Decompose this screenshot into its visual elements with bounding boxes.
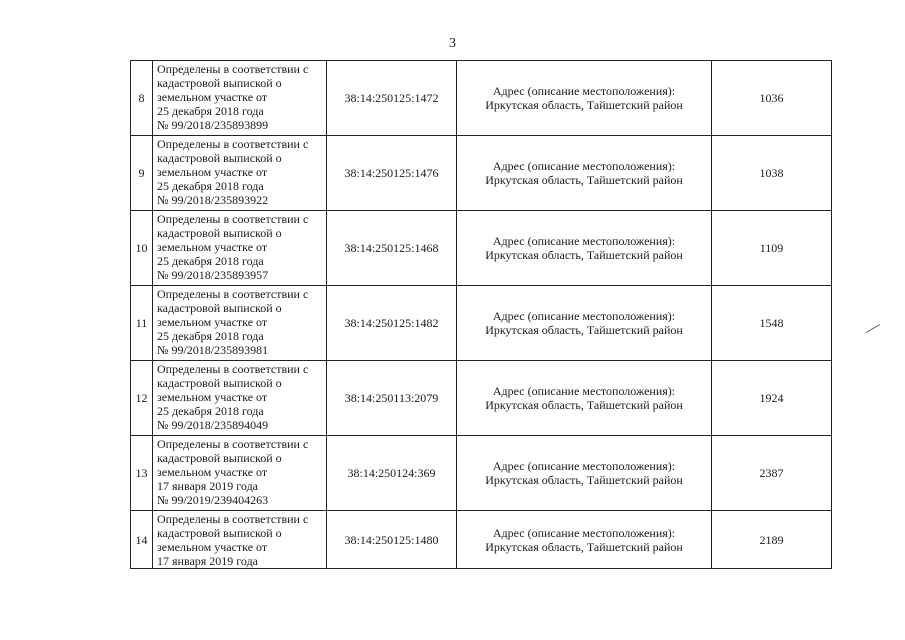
basis-line: кадастровой выпиской о (157, 151, 282, 165)
page-number: 3 (449, 36, 456, 51)
table-row (131, 436, 832, 511)
cadastral-number: 38:14:250125:1480 (327, 511, 457, 569)
row-number: 12 (131, 361, 153, 436)
area-value: 1038 (712, 136, 832, 211)
address-line: Адрес (описание местоположения): (492, 84, 676, 98)
row-number: 9 (131, 136, 153, 211)
address-cell (457, 361, 712, 436)
basis-line: Определены в соответствии с (157, 287, 309, 301)
basis-line: Определены в соответствии с (157, 512, 309, 526)
table-row (131, 286, 832, 361)
address-line: Иркутская область, Тайшетский район (485, 173, 683, 187)
basis-cell (153, 286, 327, 361)
basis-line: земельном участке от (157, 540, 268, 554)
row-number: 8 (131, 61, 153, 136)
cadastral-number: 38:14:250124:369 (327, 436, 457, 511)
address-cell (457, 136, 712, 211)
basis-line: земельном участке от (157, 390, 268, 404)
basis-line: Определены в соответствии с (157, 362, 309, 376)
area-value: 2387 (712, 436, 832, 511)
cadastral-number: 38:14:250125:1472 (327, 61, 457, 136)
address-cell (457, 436, 712, 511)
basis-cell (153, 136, 327, 211)
basis-cell (153, 436, 327, 511)
address-line: Иркутская область, Тайшетский район (485, 248, 683, 262)
basis-line: № 99/2018/235893981 (157, 343, 269, 357)
basis-line: 17 января 2019 года (157, 479, 259, 493)
basis-line: 17 января 2019 года (157, 554, 259, 568)
basis-line: кадастровой выпиской о (157, 76, 282, 90)
address-line: Иркутская область, Тайшетский район (485, 98, 683, 112)
basis-line: кадастровой выпиской о (157, 451, 282, 465)
address-line: Адрес (описание местоположения): (492, 525, 676, 540)
cadastral-number: 38:14:250125:1468 (327, 211, 457, 286)
address-line: Иркутская область, Тайшетский район (485, 473, 683, 487)
scan-mark (866, 324, 880, 333)
area-value: 1924 (712, 361, 832, 436)
area-value: 1109 (712, 211, 832, 286)
basis-line: кадастровой выпиской о (157, 226, 282, 240)
basis-line: 25 декабря 2018 года (157, 104, 264, 118)
basis-cell (153, 61, 327, 136)
basis-line: кадастровой выпиской о (157, 526, 282, 540)
basis-line: № 99/2018/235894049 (157, 418, 269, 432)
basis-line: кадастровой выпиской о (157, 301, 282, 315)
basis-line: № 99/2019/239404263 (157, 493, 269, 507)
area-value: 1548 (712, 286, 832, 361)
table-row (131, 511, 832, 569)
address-cell (457, 286, 712, 361)
basis-line: земельном участке от (157, 240, 268, 254)
table-row (131, 211, 832, 286)
basis-line: 25 декабря 2018 года (157, 404, 264, 418)
row-number: 11 (131, 286, 153, 361)
basis-line: Определены в соответствии с (157, 437, 309, 451)
area-value: 1036 (712, 61, 832, 136)
basis-line: кадастровой выпиской о (157, 376, 282, 390)
basis-line: 25 декабря 2018 года (157, 254, 264, 268)
address-line: Адрес (описание местоположения): (492, 159, 676, 173)
address-line: Адрес (описание местоположения): (492, 309, 676, 323)
cadastral-number: 38:14:250125:1476 (327, 136, 457, 211)
address-line: Адрес (описание местоположения): (492, 459, 676, 473)
basis-line: № 99/2018/235893922 (157, 193, 269, 207)
area-value: 2189 (712, 511, 832, 569)
address-line: Иркутская область, Тайшетский район (485, 539, 683, 554)
basis-cell (153, 211, 327, 286)
address-cell (457, 61, 712, 136)
address-cell (457, 211, 712, 286)
basis-line: земельном участке от (157, 315, 268, 329)
table-row (131, 361, 832, 436)
address-line: Иркутская область, Тайшетский район (485, 323, 683, 337)
table-body (131, 61, 832, 569)
row-number: 14 (131, 511, 153, 569)
basis-line: № 99/2018/235893899 (157, 118, 269, 132)
table-row (131, 61, 832, 136)
address-line: Иркутская область, Тайшетский район (485, 398, 683, 412)
basis-line: 25 декабря 2018 года (157, 179, 264, 193)
basis-line: № 99/2018/235893957 (157, 268, 269, 282)
row-number: 10 (131, 211, 153, 286)
land-plots-table (130, 60, 832, 569)
address-line: Адрес (описание местоположения): (492, 234, 676, 248)
cadastral-number: 38:14:250125:1482 (327, 286, 457, 361)
basis-line: Определены в соответствии с (157, 62, 309, 76)
cadastral-number: 38:14:250113:2079 (327, 361, 457, 436)
basis-line: земельном участке от (157, 465, 268, 479)
table-row (131, 136, 832, 211)
basis-line: Определены в соответствии с (157, 212, 309, 226)
address-cell (457, 511, 712, 569)
basis-line: земельном участке от (157, 90, 268, 104)
basis-line: Определены в соответствии с (157, 137, 309, 151)
row-number: 13 (131, 436, 153, 511)
address-line: Адрес (описание местоположения): (492, 384, 676, 398)
basis-cell (153, 361, 327, 436)
basis-line: земельном участке от (157, 165, 268, 179)
basis-line: 25 декабря 2018 года (157, 329, 264, 343)
basis-cell (153, 511, 327, 569)
